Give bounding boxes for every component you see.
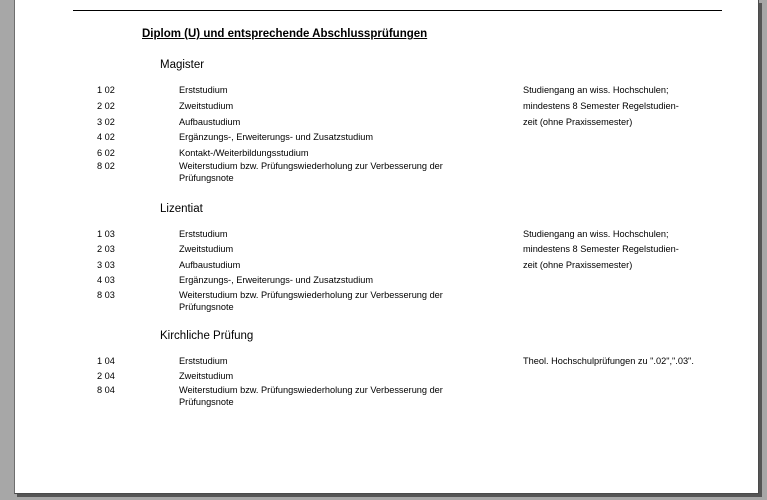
- row-description: Zweitstudium: [179, 244, 234, 254]
- row-code: 2 02: [97, 101, 115, 111]
- row-code: 3 02: [97, 117, 115, 127]
- row-code: 2 03: [97, 244, 115, 254]
- row-description: Erststudium: [179, 229, 228, 239]
- row-description: Ergänzungs-, Erweiterungs- und Zusatzstudium: [179, 275, 374, 285]
- row-description: Weiterstudium bzw. Prüfungswiederholung zur Verbesserung der Prüfungsnote: [179, 385, 443, 407]
- row-code: 1 03: [97, 229, 115, 239]
- row-description: Ergänzungs-, Erweiterungs- und Zusatzstudium: [179, 132, 374, 142]
- row-description: Zweitstudium: [179, 101, 234, 111]
- row-note: Studiengang an wiss. Hochschulen;: [523, 85, 669, 95]
- row-code: 2 04: [97, 371, 115, 381]
- row-code: 6 02: [97, 148, 115, 158]
- row-description: Erststudium: [179, 356, 228, 366]
- row-description: Aufbaustudium: [179, 117, 241, 127]
- row-code: 4 02: [97, 132, 115, 142]
- row-description: Zweitstudium: [179, 371, 234, 381]
- row-description: Erststudium: [179, 85, 228, 95]
- row-note: mindestens 8 Semester Regelstudien-: [523, 101, 679, 111]
- row-note: Studiengang an wiss. Hochschulen;: [523, 229, 669, 239]
- row-code: 8 04: [97, 385, 115, 395]
- row-description: Aufbaustudium: [179, 260, 241, 270]
- row-code: 8 03: [97, 290, 115, 300]
- document-heading: Diplom (U) und entsprechende Abschlussprüfungen: [142, 28, 428, 40]
- row-code: 3 03: [97, 260, 115, 270]
- row-description: Weiterstudium bzw. Prüfungswiederholung zur Verbesserung der Prüfungsnote: [179, 290, 443, 312]
- row-description: Weiterstudium bzw. Prüfungswiederholung zur Verbesserung der Prüfungsnote: [179, 161, 443, 183]
- row-code: 1 02: [97, 85, 115, 95]
- section-title-magister: Magister: [160, 59, 205, 71]
- row-note: zeit (ohne Praxissemester): [523, 117, 633, 127]
- row-code: 8 02: [97, 161, 115, 171]
- row-code: 4 03: [97, 275, 115, 285]
- top-rule: [73, 10, 722, 11]
- row-code: 1 04: [97, 356, 115, 366]
- row-note: zeit (ohne Praxissemester): [523, 260, 633, 270]
- row-description: Kontakt-/Weiterbildungsstudium: [179, 148, 309, 158]
- document-page: [14, 0, 759, 494]
- row-note: Theol. Hochschulprüfungen zu ".02",".03".: [523, 356, 694, 366]
- section-title-lizentiat: Lizentiat: [160, 203, 203, 215]
- row-note: mindestens 8 Semester Regelstudien-: [523, 244, 679, 254]
- section-title-kirchliche-pruefung: Kirchliche Prüfung: [160, 330, 254, 342]
